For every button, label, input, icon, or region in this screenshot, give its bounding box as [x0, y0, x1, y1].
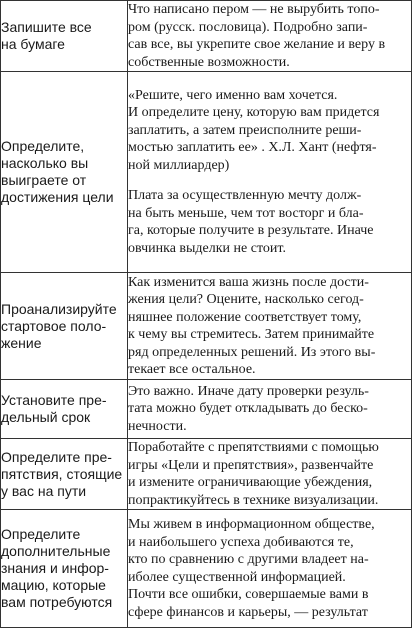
description-text-line: и измените ограничивающие убеждения, [128, 475, 373, 490]
description-cell [128, 72, 412, 273]
description-text-line: га, которые получите в результате. Иначе [128, 223, 374, 239]
description-text-line: кто по сравнению с другими владеет на- [128, 552, 369, 567]
step-text-line: стартовое поло- [1, 317, 107, 334]
description-paragraph [128, 1, 411, 71]
step-text-line: на бумаге [1, 36, 65, 52]
description-text-line: жения цели? Оцените, насколько сегод- [128, 292, 364, 307]
table-row [1, 380, 412, 439]
step-text-line: Установите пре- [1, 392, 107, 408]
description-text-line: Это важно. Иначе дату проверки резуль- [128, 383, 369, 399]
description-text-line: иболее существенной информацией. [128, 569, 346, 585]
step-text-line: дельный срок [1, 409, 91, 425]
step-text-line: жение [1, 334, 42, 351]
table-row [1, 273, 412, 380]
step-text-line: Определите [1, 526, 81, 542]
description-text-line: нечности. [128, 418, 187, 434]
description-cell [128, 439, 412, 510]
table-row [1, 1, 412, 72]
description-paragraph [128, 274, 411, 379]
description-text-line: Что написано пером — не вырубить топо- [128, 2, 380, 17]
description-text-line: няшнее положение соответствует тому, [128, 309, 362, 325]
description-text-line: мостью заплатить ее» . Х.Л. Хант (нефтя- [128, 140, 377, 156]
description-paragraph [128, 383, 411, 436]
step-cell [1, 439, 128, 510]
step-text-line: у вас на пути [1, 482, 87, 499]
description-text-line: заплатить, а затем преисполните реши- [128, 122, 362, 138]
step-text-line: выиграете от [1, 172, 87, 188]
description-text-line: сфере финансов и карьеры, — результат [128, 604, 368, 620]
step-text-line: Проанализируйте [1, 300, 117, 317]
step-cell [1, 510, 128, 628]
step-cell [1, 72, 128, 273]
description-cell [128, 380, 412, 439]
step-cell [1, 380, 128, 439]
step-text-line: Запишите все [1, 19, 92, 35]
tips-table-body [1, 1, 412, 628]
step-cell [1, 273, 128, 380]
description-text-line: и наибольшего успеха добиваются те, [128, 534, 354, 550]
step-text-line: пятствия, стоящие [1, 465, 123, 482]
description-paragraph [128, 87, 411, 175]
step-text-line: достижения цели [1, 189, 114, 205]
description-text-line: овчинка выделки не стоит. [128, 240, 286, 256]
description-text-line: тата можно будет откладывать до беско- [128, 401, 368, 417]
description-text-line: Мы живем в информационном обществе, [128, 517, 375, 532]
description-text-line: И определите цену, которую вам придется [128, 105, 380, 121]
description-cell [128, 273, 412, 380]
description-cell [128, 510, 412, 628]
description-text-line: текает все остальное. [128, 362, 256, 377]
step-text-line: дополнительные [1, 543, 111, 559]
step-text-line: вам потребуются [1, 594, 113, 610]
description-paragraph [128, 439, 411, 509]
description-text-line: Поработайте с препятствиями с помощью [128, 440, 379, 455]
description-text-line: к чему вы стремитесь. Затем принимайте [128, 327, 375, 342]
step-text-line: насколько вы [1, 155, 89, 171]
table-row [1, 439, 412, 510]
description-paragraph [128, 187, 411, 257]
description-text-line: ряд определенных решений. Из этого вы- [128, 344, 376, 360]
step-text-line: знания и инфор- [1, 560, 109, 576]
description-text-line: «Решите, чего именно вам хочется. [128, 87, 338, 103]
description-text-line: Плата за осуществленную мечту долж- [128, 188, 362, 204]
step-text-line: Определите, [1, 138, 85, 154]
description-text-line: ром (русск. пословица). Подробно запи- [128, 19, 368, 35]
description-text-line: ной миллиардер) [128, 157, 230, 173]
description-text-line: попрактикуйтесь в технике визуализации. [128, 492, 379, 508]
description-text-line: на быть меньше, чем тот восторг и бла- [128, 205, 364, 221]
table-row [1, 510, 412, 628]
step-cell [1, 1, 128, 72]
description-text-line: Как изменится ваша жизнь после дости- [128, 274, 369, 290]
description-text-line: сав все, вы укрепите свое желание и веру в [128, 37, 386, 52]
description-text-line: Почти все ошибки, совершаемые вами в [128, 587, 369, 602]
step-text-line: мацию, которые [1, 577, 106, 593]
description-cell [128, 1, 412, 72]
description-paragraph [128, 516, 411, 621]
description-text-line: игры «Цели и препятствия», развенчайте [128, 457, 374, 473]
description-text-line: собственные возможности. [128, 54, 290, 70]
table-row [1, 72, 412, 273]
step-text-line: Определите пре- [1, 448, 112, 465]
